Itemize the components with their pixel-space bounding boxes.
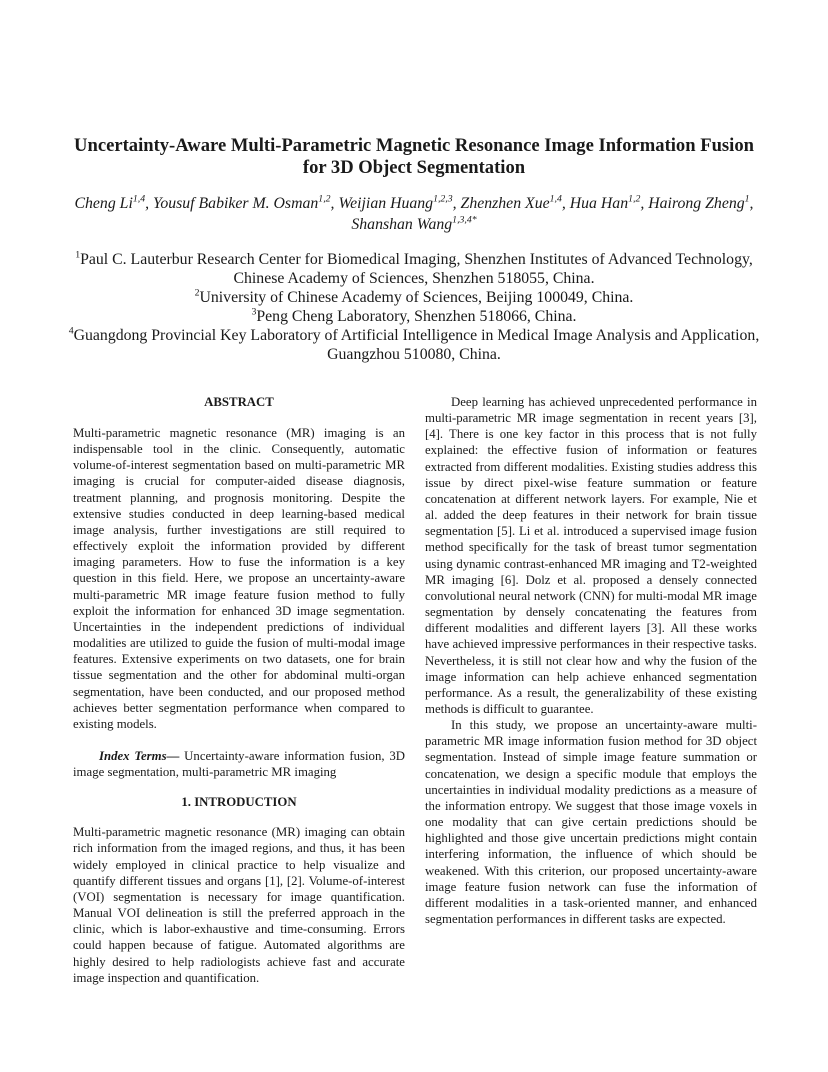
author-list [60,193,768,235]
author: Cheng Li$^{1,4}$, [74,193,153,212]
introduction-heading: 1. INTRODUCTION [181,795,297,810]
right-column [425,394,757,927]
author: Zhenzhen Xue$^{1,4}$, [460,193,570,212]
abstract-heading: ABSTRACT [204,395,274,409]
author: Yousuf Babiker M. Osman$^{1,2}$, [153,193,339,212]
introduction-paragraph-3: In this study, we propose an uncertainty-aware multi-parametric MR image information fusion method for 3D object segmentation. Instead of simple image feature summation or concatenation, we design a specific module that employs the uncertainties in individual modality predictions as a measure of the information entropy. We suggest that those image voxels in one modality that can give certain predictions should be highlighted and those give uncertain predictions might contain interfering information, the influence of which should be weakened. With this criterion, our proposed uncertainty-aware image feature fusion network can fuse the information of different modalities in a task-oriented manner, and enhanced segmentation performances in different tasks are expected. [425,718,757,926]
affiliation: $^2$University of Chinese Academy of Sciences, Beijing 100049, China. [194,287,634,306]
index-terms-label: Index Terms— [99,748,180,763]
affiliation: $^4$Guangdong Provincial Key Laboratory of Artificial Intelligence in Medical Image Analysis and Application, Guangzhou 510080, China. [68,325,760,363]
index-terms [73,748,405,780]
affiliation: $^1$Paul C. Lauterbur Research Center for Biomedical Imaging, Shenzhen Institutes of Advanced Technology, Chinese Academy of Sciences, Shenzhen 518055, China. [75,249,753,287]
author: Hairong Zheng$^1$, [648,193,754,212]
author: Shanshan Wang$^{1,3,4*}$ [351,214,477,233]
left-column [73,394,405,986]
affiliation-list [60,250,768,364]
affiliation: $^3$Peng Cheng Laboratory, Shenzhen 518066, China. [251,306,577,325]
author: Weijian Huang$^{1,2,3}$, [338,193,461,212]
introduction-paragraph-2: Deep learning has achieved unprecedented performance in multi-parametric MR image segmentation in recent years [3], [4]. There is one key factor in this process that is not fully explained: the effective fusion of information or features extracted from different modalities. Existing studies address this issue by direct pixel-wise feature summation or feature concatenation at different network layers. For example, Nie et al. added the deep features in their network for brain tissue segmentation [5]. Li et al. introduced a supervised image fusion method specifically for the task of breast tumor segmentation using dynamic contrast-enhanced MR imaging and T2-weighted MR imaging [6]. Dolz et al. proposed a densely connected convolutional neural network (CNN) for multi-modal MR image segmentation by densely concatenating the features from different modalities and different layers [3]. All these works have achieved impressive performances in their respective tasks. Nevertheless, it is still not clear how and why the fusion of the image information can help achieve enhanced segmentation performance. As a result, the generalizability of these existing methods is difficult to guarantee. [425,395,757,716]
paper-title: Uncertainty-Aware Multi-Parametric Magnetic Resonance Image Information Fusion for 3D Object Segmentation [74,135,754,178]
author: Hua Han$^{1,2}$, [569,193,649,212]
index-terms-text: Uncertainty-aware information fusion, 3D image segmentation, multi-parametric MR imaging [73,748,405,780]
introduction-paragraph-1: Multi-parametric magnetic resonance (MR) imaging can obtain rich information from the imaged regions, and thus, it has been widely employed in clinical practice to help visualize and quantify different tissues and organs [1], [2]. Volume-of-interest (VOI) segmentation is necessary for image quantification. Manual VOI delineation is still the preferred approach in the clinic, which is labor-exhaustive and time-consuming. Errors could happen because of fatigue. Automated algorithms are highly desired to help radiologists achieve fast and accurate image inspection and quantification. [73,825,405,985]
abstract-text: Multi-parametric magnetic resonance (MR) imaging is an indispensable tool in the clinic. Consequently, automatic volume-of-interest segmentation based on multi-parametric MR imaging is crucial for computer-aided disease diagnosis, treatment planning, and prognosis monitoring. Despite the extensive studies conducted in deep learning-based medical image analysis, further investigations are still required to effectively exploit the information provided by different imaging parameters. How to fuse the information is a key question in this field. Here, we propose an uncertainty-aware multi-parametric MR image feature fusion method to fully exploit the information for enhanced 3D image segmentation. Uncertainties in the independent predictions of individual modalities are utilized to guide the fusion of multi-modal image features. Extensive experiments on two datasets, one for brain tissue segmentation and the other for abdominal multi-organ segmentation, have been conducted, and our proposed method achieves better segmentation performance when compared to existing models. [73,426,405,731]
